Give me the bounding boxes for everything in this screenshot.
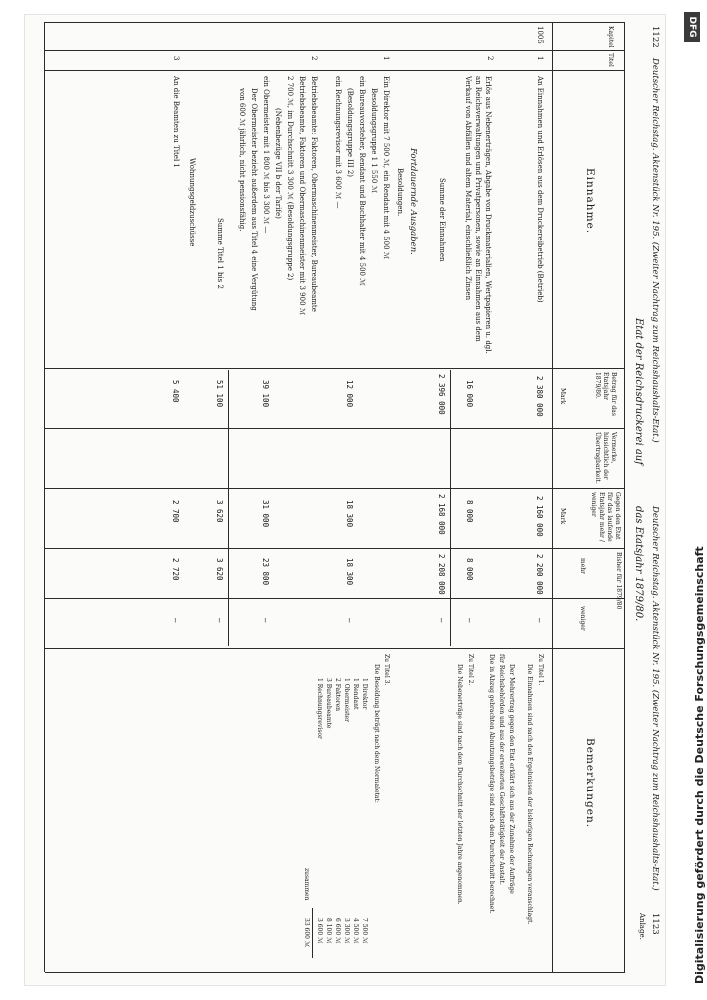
col-header-mark-2: Mark bbox=[559, 508, 566, 525]
col-header-vermerk: Vermerke, hinsichtlich der Übertragbarkeit. bbox=[594, 432, 617, 484]
row-text: Erlös aus Nebenerträgen, Abgabe von Druckmaterialien, Wertpapieren u. dgl. an Reichsverwaltungen und Privatpersonen, sowie an Einnahmen aus dem Verkauf von Abfällen und altem Material, einschließlich Zinsen bbox=[464, 76, 492, 354]
row-titel: 1 bbox=[536, 56, 544, 61]
row-bisher: 3 620 bbox=[215, 558, 224, 581]
list-item-amount: 33 600 ℳ bbox=[303, 918, 310, 948]
row-betrag: 51 100 bbox=[215, 380, 224, 408]
einnahme-heading: Einnahme. bbox=[584, 168, 596, 235]
left-page-number: 1122 bbox=[650, 26, 660, 48]
anlage-label: Anlage. bbox=[638, 913, 646, 940]
watermark bbox=[670, 16, 706, 984]
bemerkungen-heading: Bemerkungen. bbox=[584, 738, 596, 829]
table-bottom-rule bbox=[44, 22, 45, 972]
right-page-header: Deutscher Reichstag. Aktenstück Nr. 195. (Zweiter Nachtrag zum Reichshaushalts-Etat.) bbox=[650, 506, 660, 891]
kapitel-number: 1005 bbox=[536, 26, 544, 44]
detail-line: Besoldungsgruppe 1 1 550 ℳ bbox=[370, 88, 378, 193]
row-text: Ein Direktor mit 7 500 ℳ, ein Rendant mit 4 500 ℳ bbox=[382, 76, 390, 260]
row-betrag: 2 396 000 bbox=[437, 374, 446, 415]
col-header-betrag: Betrag für das Etatsjahr 1879/80. bbox=[594, 372, 617, 416]
row-etat: 3 620 bbox=[215, 500, 224, 523]
row-weniger: — bbox=[535, 618, 544, 623]
row-titel: 2 bbox=[486, 56, 494, 61]
row-weniger: — bbox=[437, 618, 446, 623]
list-item-amount: 3 600 ℳ bbox=[316, 918, 323, 944]
list-item-amount: 4 500 ℳ bbox=[352, 918, 359, 944]
bemerkung-line: Zu Titel 3. bbox=[383, 654, 390, 686]
wohnungsgeld-heading: Wohnungsgeldzuschüsse bbox=[188, 158, 196, 247]
header-bottom-rule bbox=[552, 22, 553, 972]
row-weniger: — bbox=[345, 618, 354, 623]
list-item-label: 1 Obermeister bbox=[343, 678, 350, 722]
row-bisher: 18 300 bbox=[345, 558, 354, 586]
row-weniger: — bbox=[465, 618, 474, 623]
detail-line: ein Rechnungsrevisor mit 3 600 ℳ — bbox=[334, 76, 342, 209]
row-text: Summe der Einnahmen bbox=[438, 178, 446, 262]
row-weniger: — bbox=[171, 618, 180, 623]
row-bisher: 2 200 000 bbox=[535, 554, 544, 595]
col-rule-etat bbox=[45, 488, 625, 489]
detail-line: von 600 ℳ jährlich, nicht pensionsfähig. bbox=[238, 88, 246, 232]
col-header-mehr: mehr bbox=[579, 558, 586, 574]
detail-line: ein Bureauvorsteher, Rendant und Buchhalter mit 4 500 ℳ bbox=[358, 76, 366, 286]
dfg-badge-label: DFG bbox=[687, 16, 697, 38]
right-title: das Etatsjahr 1879/80. bbox=[633, 506, 644, 622]
left-page-header: Deutscher Reichstag. Aktenstück Nr. 195. (Zweiter Nachtrag zum Reichshaushalts-Etat.) bbox=[650, 58, 660, 443]
list-item-label: 3 Bureaubeamte bbox=[325, 678, 332, 729]
row-betrag: 2 380 000 bbox=[535, 376, 544, 417]
row-titel: 3 bbox=[172, 56, 180, 61]
list-item-amount: 3 300 ℳ bbox=[343, 918, 350, 944]
col-header-bisher: Bisher für 1879/80 bbox=[615, 552, 622, 610]
row-text: Betriebsbeamte: Faktoren, Obermaschinenmeister, Bureaubeamte bbox=[310, 76, 318, 312]
sum-rule bbox=[228, 370, 229, 646]
col-rule-weniger bbox=[45, 648, 625, 649]
col-header-kapitel: Kapitel bbox=[607, 26, 614, 48]
col-header-weniger: weniger bbox=[579, 606, 586, 631]
bemerkung-line: Zu Titel 1. bbox=[537, 654, 544, 686]
row-etat: 8 000 bbox=[465, 500, 474, 523]
row-etat: 18 300 bbox=[345, 500, 354, 528]
list-item-label: zusammen bbox=[303, 868, 310, 901]
table-left-rule bbox=[45, 22, 625, 23]
row-betrag: 5 400 bbox=[171, 380, 180, 403]
row-titel: 2 bbox=[310, 56, 318, 61]
row-text: An Einnahmen und Erlösen aus dem Druckereibetrieb (Betrieb) bbox=[536, 76, 544, 303]
row-weniger: — bbox=[261, 618, 270, 623]
col-rule-vermerk bbox=[45, 428, 625, 429]
right-page-number: 1123 bbox=[650, 913, 660, 935]
list-item-label: 2 Faktoren bbox=[334, 678, 341, 711]
row-betrag: 16 000 bbox=[465, 380, 474, 408]
list-item-label: 1 Direktor bbox=[361, 678, 368, 710]
row-bisher: 8 000 bbox=[465, 558, 474, 581]
row-etat: 2 700 bbox=[171, 500, 180, 523]
row-etat: 2 168 000 bbox=[437, 494, 446, 535]
row-etat: 2 160 000 bbox=[535, 496, 544, 537]
detail-line: ein Obermeister mit 1 800 ℳ bis 3 300 ℳ — bbox=[262, 76, 270, 234]
list-item-amount: 8 100 ℳ bbox=[325, 918, 332, 944]
col-rule-kapitel bbox=[45, 50, 625, 51]
detail-line: 2 700 ℳ, im Durchschnitt 3 300 ℳ (Besoldungsgruppe 2) bbox=[286, 76, 294, 281]
col-header-mark-1: Mark bbox=[559, 388, 566, 405]
row-bisher: 23 800 bbox=[261, 558, 270, 586]
sum-rule bbox=[450, 370, 451, 646]
bemerkung-line: Die Besoldung beträgt nach dem Normaletat: bbox=[373, 664, 380, 803]
list-sum-rule bbox=[312, 908, 313, 958]
row-betrag: 39 100 bbox=[261, 380, 270, 408]
bemerkung-line: Die in Abzug gebrachten Abnutzungsbeträge sind nach dem Durchschnitt berechnet. bbox=[488, 654, 495, 914]
row-titel: 1 bbox=[382, 56, 390, 61]
bemerkung-line: Die Nebenerträge sind nach dem Durchschnitt der letzten Jahre angenommen. bbox=[456, 664, 463, 905]
col-header-titel: Titel bbox=[607, 53, 614, 67]
fortdauernde-heading: Fortdauernde Ausgaben. bbox=[408, 148, 418, 255]
bemerkung-line: Zu Titel 2. bbox=[467, 654, 474, 686]
besoldungen-heading: Besoldungen. bbox=[396, 168, 404, 217]
detail-line: Betriebsbeamte, Faktoren und Obermaschinenmeister mit 3 900 ℳ bbox=[298, 76, 306, 316]
col-header-mehr-weniger: Gegen den Etat für das laufende Etatsjahr mehr / weniger bbox=[590, 492, 621, 542]
bemerkung-line: Die Einnahmen sind nach den Ergebnissen der bisherigen Rechnungen veranschlagt. bbox=[526, 664, 533, 925]
left-title: Etat der Reichsdruckerei auf bbox=[633, 318, 644, 465]
row-etat: 31 000 bbox=[261, 500, 270, 528]
list-item-label: 1 Rendant bbox=[352, 678, 359, 710]
row-bisher: 2 208 000 bbox=[437, 554, 446, 595]
dfg-logo-icon bbox=[684, 12, 700, 42]
row-text: Summe Titel 1 bis 2 bbox=[216, 218, 224, 289]
col-rule-titel bbox=[45, 70, 625, 71]
row-text: An die Beamten zu Titel 1 bbox=[172, 76, 180, 168]
row-betrag: 12 000 bbox=[345, 380, 354, 408]
col-rule-mehr bbox=[45, 598, 625, 599]
table-right-rule bbox=[45, 972, 625, 973]
watermark-text: Digitalisierung gefördert durch die Deutsche Forschungsgemeinschaft bbox=[693, 546, 706, 984]
table-top-rule bbox=[624, 22, 625, 972]
col-rule-betrag bbox=[45, 368, 625, 369]
bemerkung-line: Der Mehrertrag gegen den Etat erklärt sich aus der Zunahme der Aufträge bbox=[508, 664, 515, 894]
bemerkung-line: für Reichsbehörden und aus der erweiterten Geschäftstätigkeit der Anstalt. bbox=[498, 654, 505, 885]
rotated-page-content bbox=[25, 18, 665, 978]
detail-line: (Nebenbezüge VII b der Tarife) bbox=[274, 108, 282, 219]
detail-line: Der Obermeister bezieht außerdem aus Titel 4 eine Vergütung bbox=[250, 88, 258, 311]
list-item-amount: 6 600 ℳ bbox=[334, 918, 341, 944]
row-bisher: 2 720 bbox=[171, 558, 180, 581]
col-rule-bisher bbox=[45, 548, 625, 549]
list-item-label: 1 Rechnungsrevisor bbox=[316, 678, 323, 739]
row-weniger: — bbox=[215, 618, 224, 623]
detail-line: (Besoldungsgruppe III 2) bbox=[346, 88, 354, 178]
list-item-amount: 7 500 ℳ bbox=[361, 918, 368, 944]
